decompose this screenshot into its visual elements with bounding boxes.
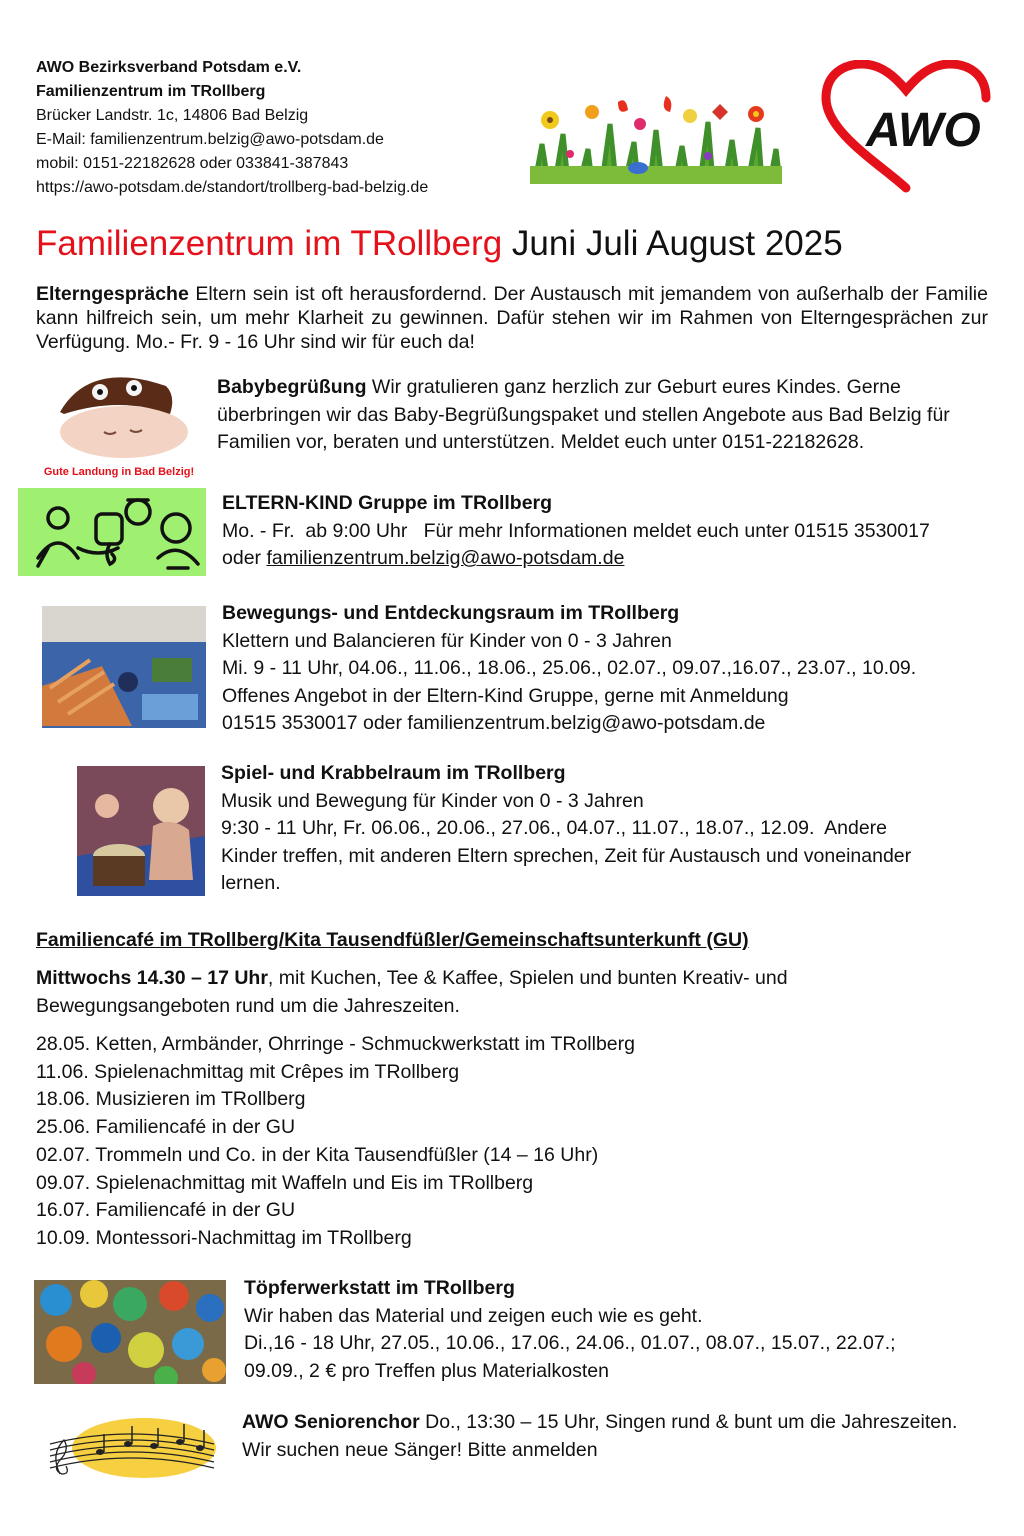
spielraum-line-3: Kinder treffen, mit anderen Eltern sprechen, Zeit für Austausch und voneinander <box>221 844 912 867</box>
toepferwerkstatt-section <box>244 1275 992 1385</box>
list-item: 16.07. Familiencafé in der GU <box>36 1199 296 1222</box>
eltern-kind-title: ELTERN-KIND Gruppe im TRollberg <box>222 492 553 514</box>
familiencafe-heading: Familiencafé im TRollberg/Kita Tausendfüßler/Gemeinschaftsunterkunft (GU) <box>36 929 749 951</box>
bewegungsraum-title: Bewegungs- und Entdeckungsraum im TRollberg <box>222 602 680 624</box>
center-name: Familienzentrum im TRollberg <box>36 83 266 100</box>
music-notes-image <box>44 1414 218 1488</box>
awo-logo <box>820 60 992 194</box>
title-red: Familienzentrum im TRollberg <box>36 224 503 263</box>
toepferwerkstatt-photo <box>34 1280 226 1384</box>
play-room-illustration <box>42 606 206 728</box>
list-item: 25.06. Familiencafé in der GU <box>36 1116 296 1139</box>
page-title <box>36 222 843 266</box>
address: Brücker Landstr. 1c, 14806 Bad Belzig <box>36 107 309 124</box>
eltern-kind-image <box>18 488 206 576</box>
eltern-kind-contact-prefix: oder <box>222 547 267 570</box>
music-notes-icon <box>44 1414 218 1488</box>
list-item: 10.09. Montessori-Nachmittag im TRollberg <box>36 1226 412 1249</box>
seniorenchor-text: Do., 13:30 – 15 Uhr, Singen rund & bunt um die Jahreszeiten. Wir suchen neue Sänger! Bitte anmelden <box>242 1411 958 1461</box>
toepferwerkstatt-line-2: Di.,16 - 18 Uhr, 27.05., 10.06., 17.06., 24.06., 01.07., 08.07., 15.07., 22.07.; <box>244 1332 896 1355</box>
eltern-kind-section <box>222 490 992 573</box>
toepferwerkstatt-line-1: Wir haben das Material und zeigen euch wie es geht. <box>244 1304 703 1327</box>
familiencafe-event-list <box>36 1031 635 1253</box>
spielraum-title: Spiel- und Krabbelraum im TRollberg <box>221 762 566 784</box>
eltern-kind-email-link[interactable]: familienzentrum.belzig@awo-potsdam.de <box>266 547 625 570</box>
sleeping-baby-illustration <box>38 366 200 462</box>
seniorenchor-label: AWO Seniorenchor <box>242 1411 420 1433</box>
child-drum-illustration <box>77 766 205 896</box>
baby-image-caption: Gute Landung in Bad Belzig! <box>43 466 195 478</box>
website-line: https://awo-potsdam.de/standort/trollberg-bad-belzig.de <box>36 179 429 196</box>
seniorenchor-paragraph <box>242 1409 982 1464</box>
familiencafe-description: , mit Kuchen, Tee & Kaffee, Spielen und bunten Kreativ- und Bewegungsangeboten rund um die Jahreszeiten. <box>36 967 788 1017</box>
elterngespraeche-text: Eltern sein ist oft herausfordernd. Der Austausch mit jemandem von außerhalb der Familie kann hilfreich sein, um mehr Klarheit zu gewinnen. Dafür stehen wir im Rahmen von Elterngesprächen zur Verfügung. Mo.- Fr. 9 - 16 Uhr sind wir für euch da! <box>36 283 988 353</box>
list-item: 02.07. Trommeln und Co. in der Kita Tausendfüßler (14 – 16 Uhr) <box>36 1143 599 1166</box>
bewegungsraum-line-4: 01515 3530017 oder familienzentrum.belzig@awo-potsdam.de <box>222 712 766 735</box>
toepferwerkstatt-title: Töpferwerkstatt im TRollberg <box>244 1277 515 1299</box>
bewegungsraum-section <box>222 600 992 738</box>
familiencafe-intro <box>36 965 976 1020</box>
elterngespraeche-paragraph <box>36 282 988 354</box>
spielraum-line-1: Musik und Bewegung für Kinder von 0 - 3 Jahren <box>221 789 644 812</box>
eltern-kind-contact <box>222 545 992 573</box>
family-figures-drawing <box>18 488 206 576</box>
bewegungsraum-photo <box>42 606 206 728</box>
org-name: AWO Bezirksverband Potsdam e.V. <box>36 59 302 76</box>
list-item: 28.05. Ketten, Armbänder, Ohrringe - Schmuckwerkstatt im TRollberg <box>36 1033 635 1055</box>
bewegungsraum-line-3: Offenes Angebot in der Eltern-Kind Gruppe, gerne mit Anmeldung <box>222 684 789 707</box>
babybegruessung-text: Wir gratulieren ganz herzlich zur Geburt eures Kindes. Gerne überbringen wir das Baby-Begrüßungspaket und stellen Angebote aus Bad Belzig für Familien vor, beraten und unterstützen. Meldet euch unter 0151-22182628. <box>217 376 950 453</box>
eltern-kind-hours: Mo. - Fr. ab 9:00 Uhr Für mehr Informationen meldet euch unter 01515 3530017 <box>222 519 930 542</box>
title-black: Juni Juli August 2025 <box>502 224 843 263</box>
babybegruessung-paragraph <box>217 374 987 457</box>
list-item: 18.06. Musizieren im TRollberg <box>36 1088 306 1111</box>
spielraum-section <box>221 760 991 898</box>
flower-meadow-illustration <box>530 94 782 184</box>
babybegruessung-label: Babybegrüßung <box>217 376 367 398</box>
contact-block <box>36 56 428 200</box>
list-item: 11.06. Spielenachmittag mit Crêpes im TRollberg <box>36 1060 460 1083</box>
ceramic-bowls-illustration <box>34 1280 226 1384</box>
elterngespraeche-label: Elterngespräche <box>36 283 189 305</box>
baby-image <box>38 366 200 480</box>
awo-logo-text: AWO <box>866 104 981 157</box>
familiencafe-time: Mittwochs 14.30 – 17 Uhr <box>36 967 268 989</box>
phone-line: mobil: 0151-22182628 oder 033841-387843 <box>36 155 349 172</box>
bewegungsraum-line-2: Mi. 9 - 11 Uhr, 04.06., 11.06., 18.06., 25.06., 02.07., 09.07.,16.07., 23.07., 10.09. <box>222 657 917 680</box>
spielraum-line-2: 9:30 - 11 Uhr, Fr. 06.06., 20.06., 27.06., 04.07., 11.07., 18.07., 12.09. Andere <box>221 817 887 840</box>
toepferwerkstatt-line-3: 09.09., 2 € pro Treffen plus Materialkosten <box>244 1359 609 1382</box>
bewegungsraum-line-1: Klettern und Balancieren für Kinder von 0 - 3 Jahren <box>222 629 672 652</box>
email-line: E-Mail: familienzentrum.belzig@awo-potsdam.de <box>36 131 384 148</box>
spielraum-photo <box>77 766 205 896</box>
spielraum-line-4: lernen. <box>221 872 281 895</box>
list-item: 09.07. Spielenachmittag mit Waffeln und Eis im TRollberg <box>36 1171 534 1194</box>
